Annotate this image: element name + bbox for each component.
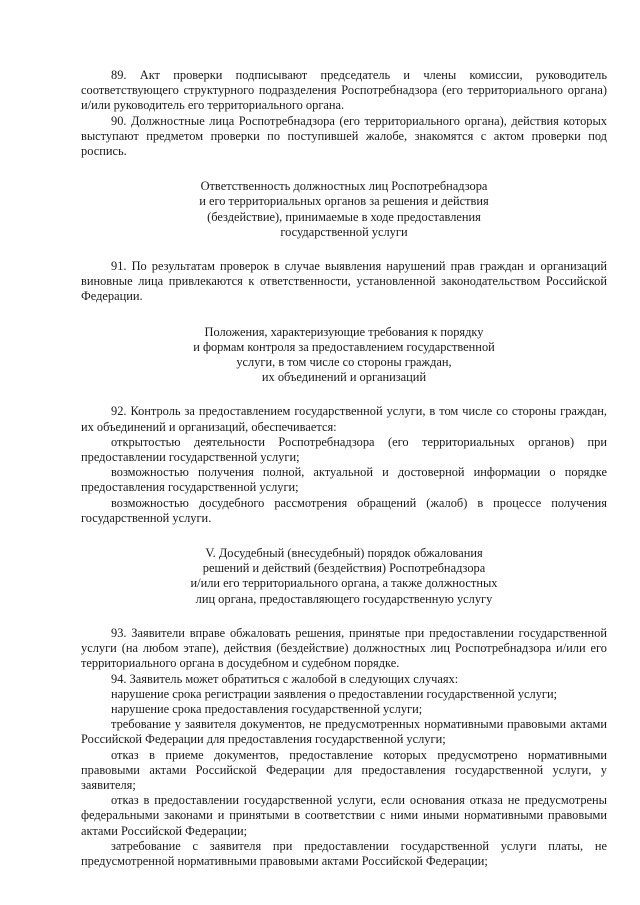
list-item: нарушение срока предоставления государственной услуги;	[111, 701, 423, 716]
heading-line: и его территориальных органов за решения и действия	[199, 194, 489, 209]
list-item: нарушение срока регистрации заявления о предоставлении государственной услуги;	[111, 686, 558, 701]
heading-line: и формам контроля за предоставлением государственной	[193, 339, 495, 354]
section-heading-responsibility	[81, 179, 607, 240]
paragraph-94: 94. Заявитель может обратиться с жалобой в следующих случаях:	[111, 671, 459, 686]
paragraph-90: 90. Должностные лица Роспотребнадзора (его территориального органа), действия которых выступают предметом проверки по поступившей жалобе, знакомятся с актом проверки под роспись.	[81, 113, 607, 159]
list-item: затребование с заявителя при предоставлении государственной услуги платы, не предусмотренной нормативными правовыми актами Российской Федерации;	[81, 838, 607, 868]
paragraph-92: 92. Контроль за предоставлением государственной услуги, в том числе со стороны граждан, их объединений и организаций, обеспечивается:	[81, 404, 607, 434]
list-item: требование у заявителя документов, не предусмотренных нормативными правовыми актами Российской Федерации для предоставления государственной услуги;	[81, 717, 607, 747]
heading-line: Положения, характеризующие требования к порядку	[204, 324, 484, 339]
heading-line: государственной услуги	[280, 224, 408, 239]
paragraph-89: 89. Акт проверки подписывают председатель и члены комиссии, руководитель соответствующего структурного подразделения Роспотребнадзора (его территориального органа) и/или руководитель его территориального органа.	[81, 68, 607, 113]
heading-line: и/или его территориального органа, а также должностных	[190, 576, 498, 591]
heading-line: услуги, в том числе со стороны граждан,	[236, 355, 452, 370]
section-heading-appeal	[81, 546, 607, 607]
paragraph-93: 93. Заявители вправе обжаловать решения, принятые при предоставлении государственной услуги (на любом этапе), действия (бездействие) должностных лиц Роспотребнадзора и/или его территориального органа в досудебном и судебном порядке.	[81, 625, 607, 671]
heading-line: V. Досудебный (внесудебный) порядок обжалования	[205, 546, 483, 561]
heading-line: лиц органа, предоставляющего государственную услугу	[195, 591, 493, 606]
section-heading-control	[81, 325, 607, 386]
heading-line: решений и действий (бездействия) Роспотребнадзора	[202, 561, 486, 576]
heading-line: Ответственность должностных лиц Роспотребнадзора	[200, 179, 488, 194]
heading-line: их объединений и организаций	[261, 370, 427, 385]
list-item: возможностью досудебного рассмотрения обращений (жалоб) в процессе получения государственной услуги.	[81, 495, 607, 525]
paragraph-91: 91. По результатам проверок в случае выявления нарушений прав граждан и организаций виновные лица привлекаются к ответственности, установленной законодательством Российской Федерации.	[81, 259, 607, 304]
list-item: открытостью деятельности Роспотребнадзора (его территориальных органов) при предоставлении государственной услуги;	[81, 434, 607, 465]
list-item: отказ в предоставлении государственной услуги, если основания отказа не предусмотрены федеральными законами и принятыми в соответствии с ними иными нормативными правовыми актами Российской Федерации;	[81, 793, 607, 838]
heading-line: (бездействие), принимаемые в ходе предоставления	[207, 209, 481, 224]
list-item: возможностью получения полной, актуальной и достоверной информации о порядке предоставления государственной услуги;	[81, 465, 607, 495]
list-item: отказ в приеме документов, предоставление которых предусмотрено нормативными правовыми актами Российской Федерации для предоставления государственной услуги, у заявителя;	[81, 747, 607, 792]
